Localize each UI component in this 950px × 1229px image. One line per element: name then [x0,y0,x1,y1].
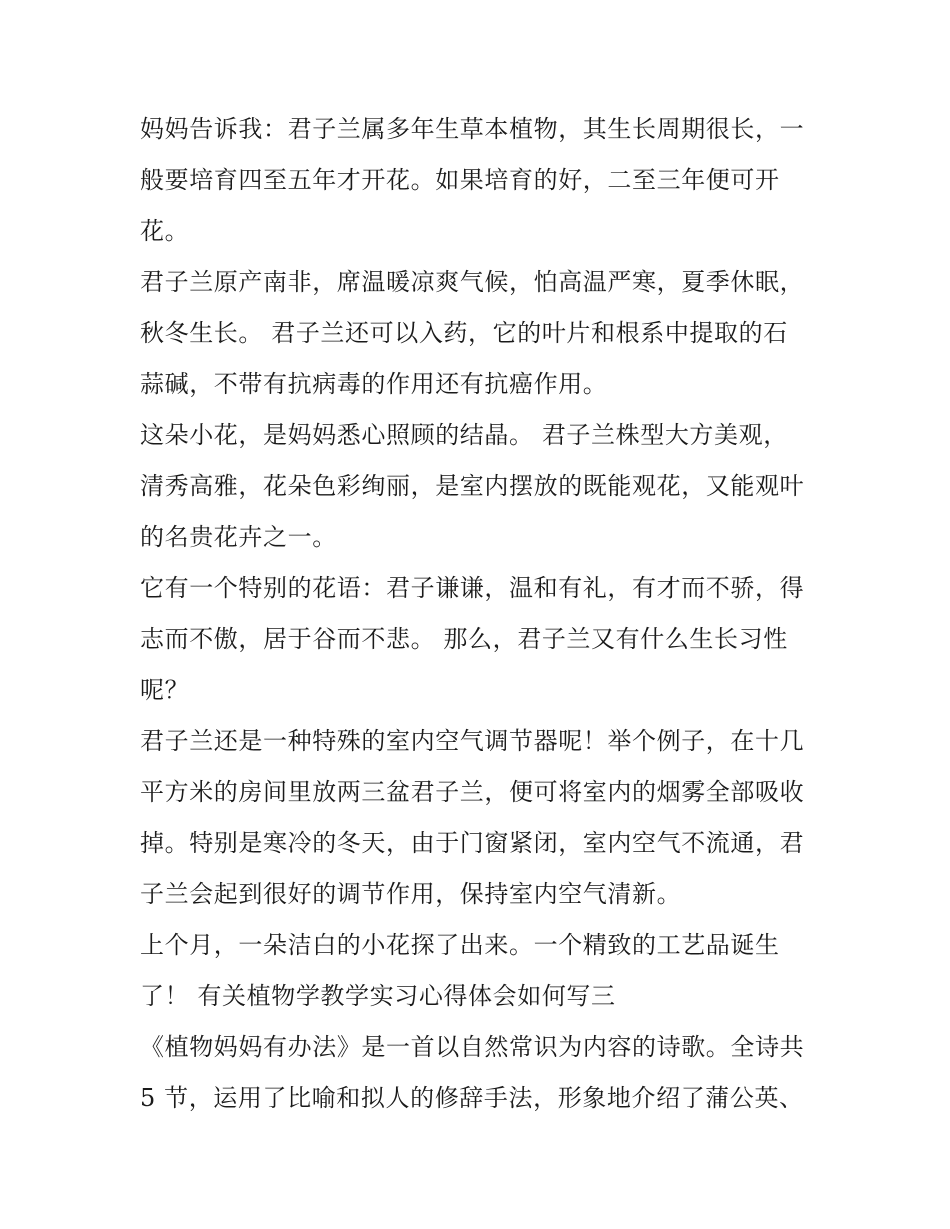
text-line: 5 节，运用了比喻和拟人的修辞手法，形象地介绍了蒲公英、 [140,1084,804,1112]
text-line: 清秀高雅，花朵色彩绚丽，是室内摆放的既能观花，又能观叶 [140,472,805,500]
document-body [140,104,820,1124]
text-line: 上个月，一朵洁白的小花探了出来。一个精致的工艺品诞生 [140,931,780,959]
text-line: 子兰会起到很好的调节作用，保持室内空气清新。 [140,880,682,908]
text-line: 掉。特别是寒冷的冬天，由于门窗紧闭，室内空气不流通，君 [140,829,805,857]
text-line: 妈妈告诉我：君子兰属多年生草本植物，其生长周期很长，一 [140,115,805,143]
text-line: 君子兰还是一种特殊的室内空气调节器呢！举个例子，在十几 [140,727,805,755]
text-line: 君子兰原产南非，席温暖凉爽气候，怕高温严寒，夏季休眠， [140,268,805,296]
text-line: 般要培育四至五年才开花。如果培育的好，二至三年便可开 [140,166,780,194]
text-line: 平方米的房间里放两三盆君子兰，便可将室内的烟雾全部吸收 [140,778,805,806]
text-line: 秋冬生长。 君子兰还可以入药，它的叶片和根系中提取的石 [140,319,788,347]
text-line: 的名贵花卉之一。 [140,523,337,551]
text-line: 了！ 有关植物学教学实习心得体会如何写三 [140,982,616,1010]
text-line: 志而不傲，居于谷而不悲。 那么，君子兰又有什么生长习性 [140,625,788,653]
text-line: 蒜碱，不带有抗病毒的作用还有抗癌作用。 [140,370,608,398]
text-line: 花。 [140,217,190,245]
text-line: 《植物妈妈有办法》是一首以自然常识为内容的诗歌。全诗共 [140,1033,805,1061]
text-line: 它有一个特别的花语：君子谦谦，温和有礼，有才而不骄，得 [140,574,805,602]
text-line: 这朵小花，是妈妈悉心照顾的结晶。 君子兰株型大方美观， [140,421,788,449]
text-line: 呢？ [140,676,190,704]
